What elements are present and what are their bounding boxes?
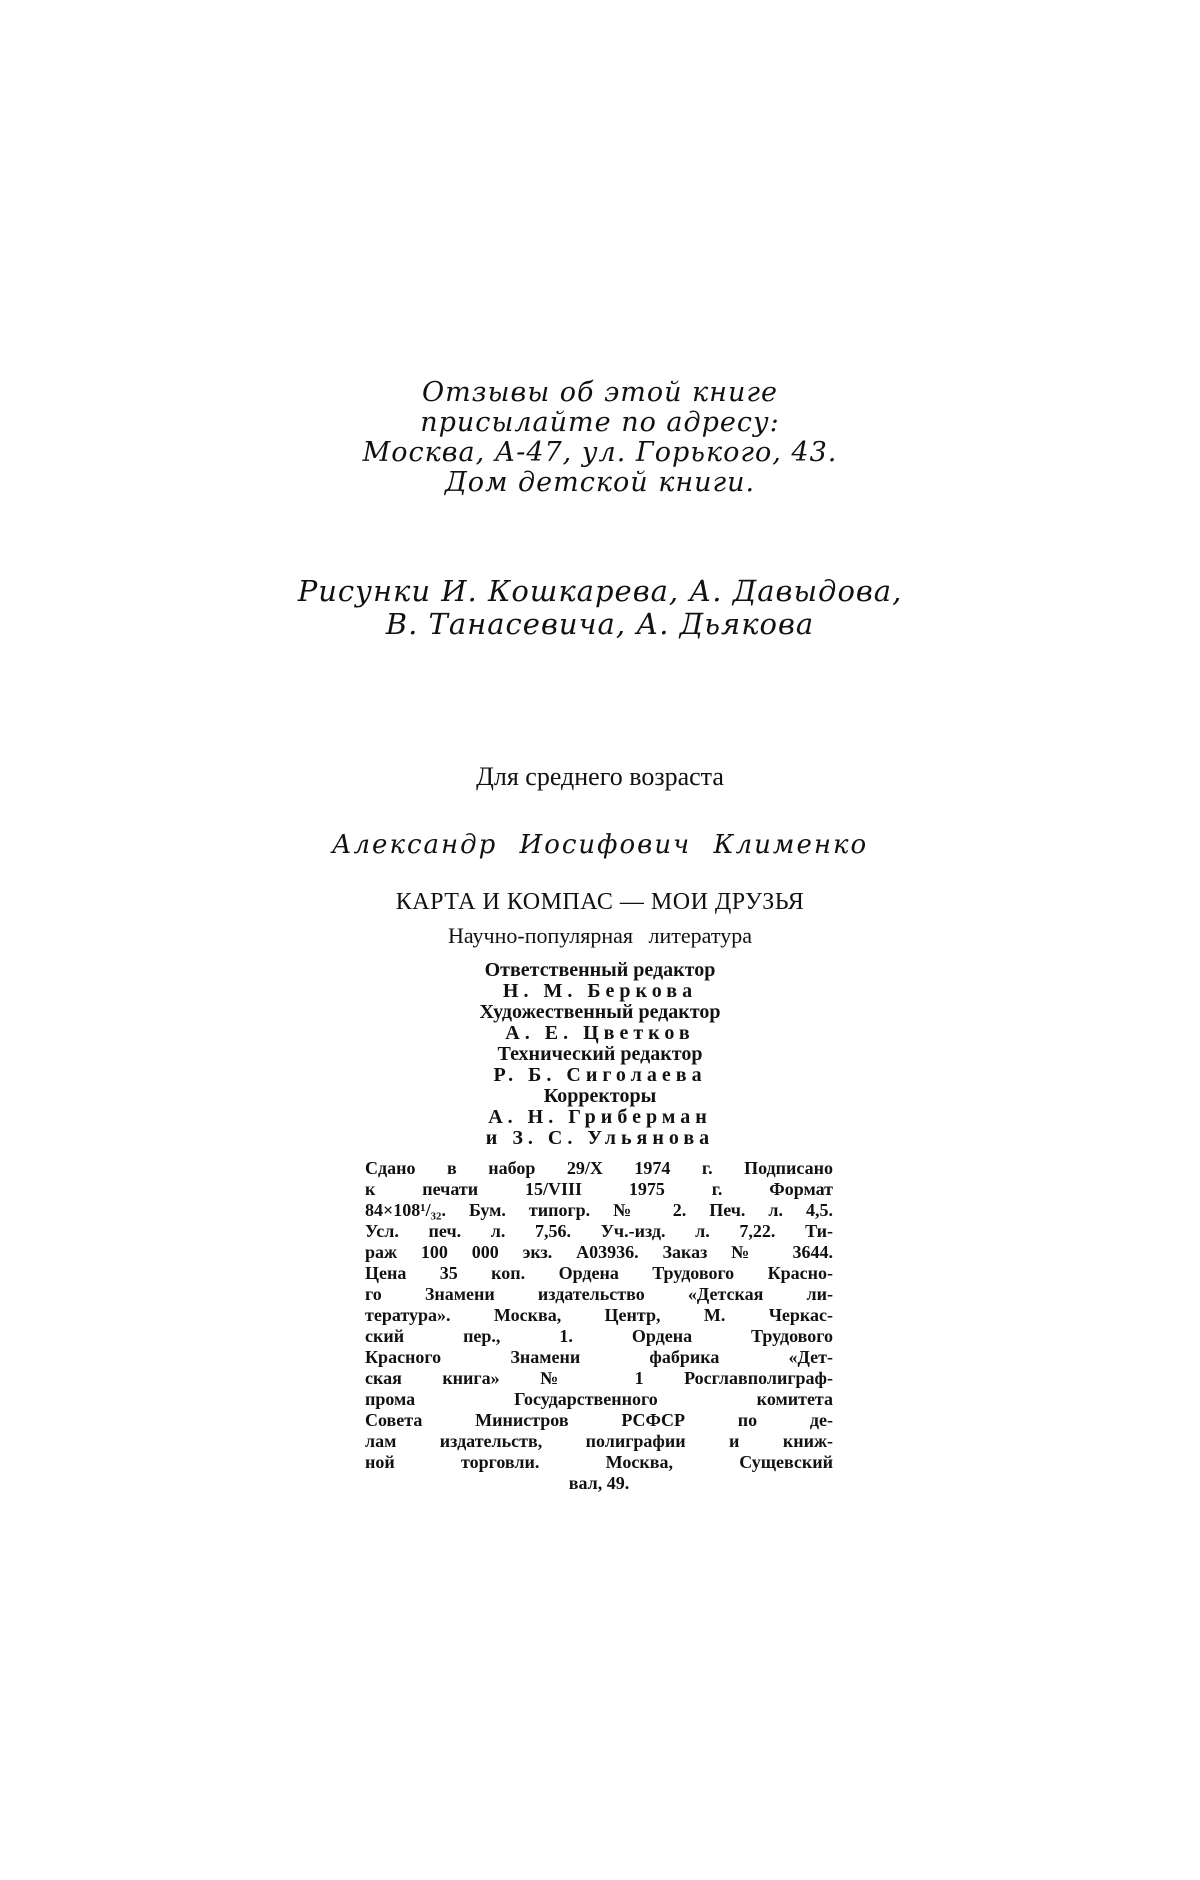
proofreader-2-name: и З. С. Ульянова	[485, 1127, 715, 1149]
editorial-credits	[0, 960, 1200, 1149]
imprint-line: раж 100 000 экз. А03936. Заказ № 3644.	[365, 1242, 833, 1262]
genre-label: Научно-популярная литература	[448, 923, 752, 948]
responsible-editor-name: Н. М. Беркова	[502, 980, 698, 1002]
feedback-line-3: Москва, А-47, ул. Горького, 43.	[362, 437, 838, 468]
imprint-line: вал, 49.	[568, 1473, 630, 1493]
imprint-line: к печати 15/VIII 1975 г. Формат	[365, 1179, 833, 1199]
imprint-line: ной торговли. Москва, Сущевский	[365, 1452, 833, 1472]
tech-editor-label: Технический редактор	[497, 1043, 703, 1065]
feedback-line-1: Отзывы об этой книге	[422, 377, 778, 408]
imprint-line: ский пер., 1. Ордена Трудового	[365, 1326, 833, 1346]
proofreaders-label: Корректоры	[543, 1085, 657, 1107]
imprint-line: лам издательств, полиграфии и книж-	[365, 1431, 833, 1451]
imprint-line: Совета Министров РСФСР по де-	[365, 1410, 833, 1430]
feedback-line-4: Дом детской книги.	[444, 467, 756, 498]
imprint-line: прома Государственного комитета	[365, 1389, 833, 1409]
imprint-line: 84×108¹/₃₂. Бум. типогр. № 2. Печ. л. 4,5.	[365, 1200, 833, 1220]
illustrators-line-1: Рисунки И. Кошкарева, А. Давыдова,	[297, 574, 903, 608]
imprint-line: тература». Москва, Центр, М. Черкас-	[365, 1305, 833, 1325]
imprint-line: Цена 35 коп. Ордена Трудового Красно-	[365, 1263, 833, 1283]
book-title: КАРТА И КОМПАС — МОИ ДРУЗЬЯ	[395, 889, 805, 915]
illustrators-line-2: В. Танасевича, А. Дьякова	[385, 607, 815, 641]
art-editor-label: Художественный редактор	[479, 1001, 721, 1023]
illustrators-credit	[0, 575, 1200, 641]
responsible-editor-label: Ответственный редактор	[484, 959, 716, 981]
imprint-block	[365, 1158, 833, 1494]
art-editor-name: А. Е. Цветков	[505, 1022, 695, 1044]
imprint-line: Сдано в набор 29/X 1974 г. Подписано	[365, 1158, 833, 1178]
tech-editor-name: Р. Б. Сиголаева	[493, 1064, 707, 1086]
proofreader-1-name: А. Н. Гриберман	[488, 1106, 712, 1128]
imprint-line: Усл. печ. л. 7,56. Уч.-изд. л. 7,22. Ти-	[365, 1221, 833, 1241]
imprint-line: ская книга» № 1 Росглавполиграф-	[365, 1368, 833, 1388]
author-name: Александр Иосифович Клименко	[331, 830, 869, 860]
imprint-line: Красного Знамени фабрика «Дет-	[365, 1347, 833, 1367]
feedback-line-2: присылайте по адресу:	[420, 407, 780, 438]
age-group-label: Для среднего возраста	[476, 762, 724, 791]
feedback-address-block	[0, 378, 1200, 498]
imprint-line: го Знамени издательство «Детская ли-	[365, 1284, 833, 1304]
